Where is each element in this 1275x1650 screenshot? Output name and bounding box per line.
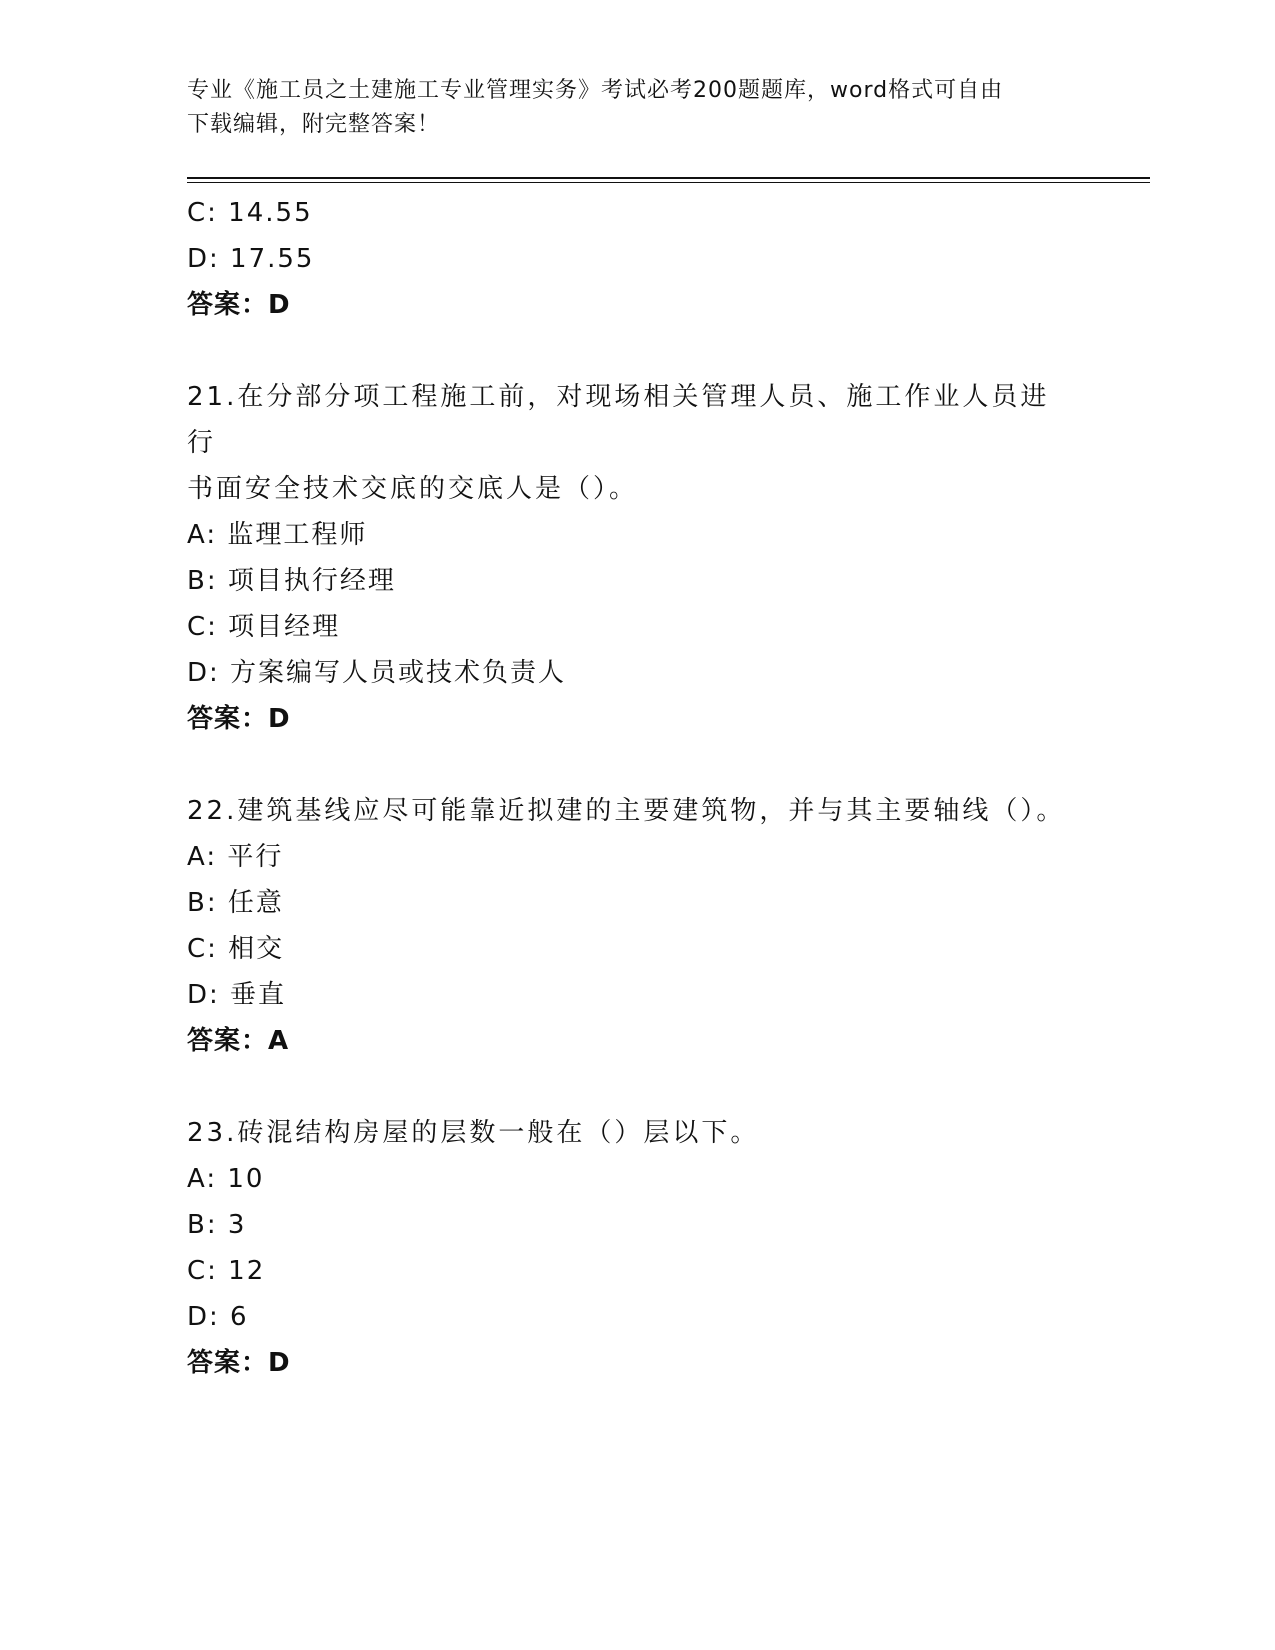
- option-b: B: 项目执行经理: [187, 566, 396, 596]
- answer-line: 答案：D: [187, 704, 291, 734]
- option-c: C: 项目经理: [187, 612, 341, 642]
- spacer: [187, 742, 1087, 788]
- question-23: [187, 1110, 1087, 1386]
- question-text-line-2: 书面安全技术交底的交底人是（）。: [187, 474, 639, 504]
- option-a: A: 10: [187, 1164, 265, 1194]
- header-line-1: 专业《施工员之土建施工专业管理实务》考试必考200题题库，word格式可自由: [187, 78, 1004, 103]
- option-d: D: 方案编写人员或技术负责人: [187, 658, 567, 688]
- option-d: D: 垂直: [187, 980, 287, 1010]
- option-b: B: 任意: [187, 888, 284, 918]
- option-a: A: 平行: [187, 842, 284, 872]
- header-divider-thick: [187, 177, 1150, 179]
- spacer: [187, 328, 1087, 374]
- previous-question-tail: [187, 190, 1087, 328]
- question-text-line-1: 22.建筑基线应尽可能靠近拟建的主要建筑物，并与其主要轴线（）。: [187, 796, 1066, 826]
- question-21: [187, 374, 1087, 742]
- header-line-2: 下载编辑，附完整答案！: [187, 112, 441, 137]
- question-text-line-1: 21.在分部分项工程施工前，对现场相关管理人员、施工作业人员进行: [187, 382, 1050, 458]
- header-divider-thin: [187, 182, 1150, 183]
- answer-line: 答案：D: [187, 1348, 291, 1378]
- answer-line: 答案：D: [187, 290, 291, 320]
- document-header: [187, 74, 1087, 142]
- option-c: C: 12: [187, 1256, 266, 1286]
- answer-line: 答案：A: [187, 1026, 290, 1056]
- option-d: D: 6: [187, 1302, 249, 1332]
- document-body: [187, 190, 1087, 1386]
- option-c: C: 14.55: [187, 198, 313, 228]
- spacer: [187, 1064, 1087, 1110]
- question-22: [187, 788, 1087, 1064]
- option-d: D: 17.55: [187, 244, 315, 274]
- option-a: A: 监理工程师: [187, 520, 368, 550]
- option-c: C: 相交: [187, 934, 285, 964]
- question-text-line-1: 23.砖混结构房屋的层数一般在（）层以下。: [187, 1118, 760, 1148]
- option-b: B: 3: [187, 1210, 247, 1240]
